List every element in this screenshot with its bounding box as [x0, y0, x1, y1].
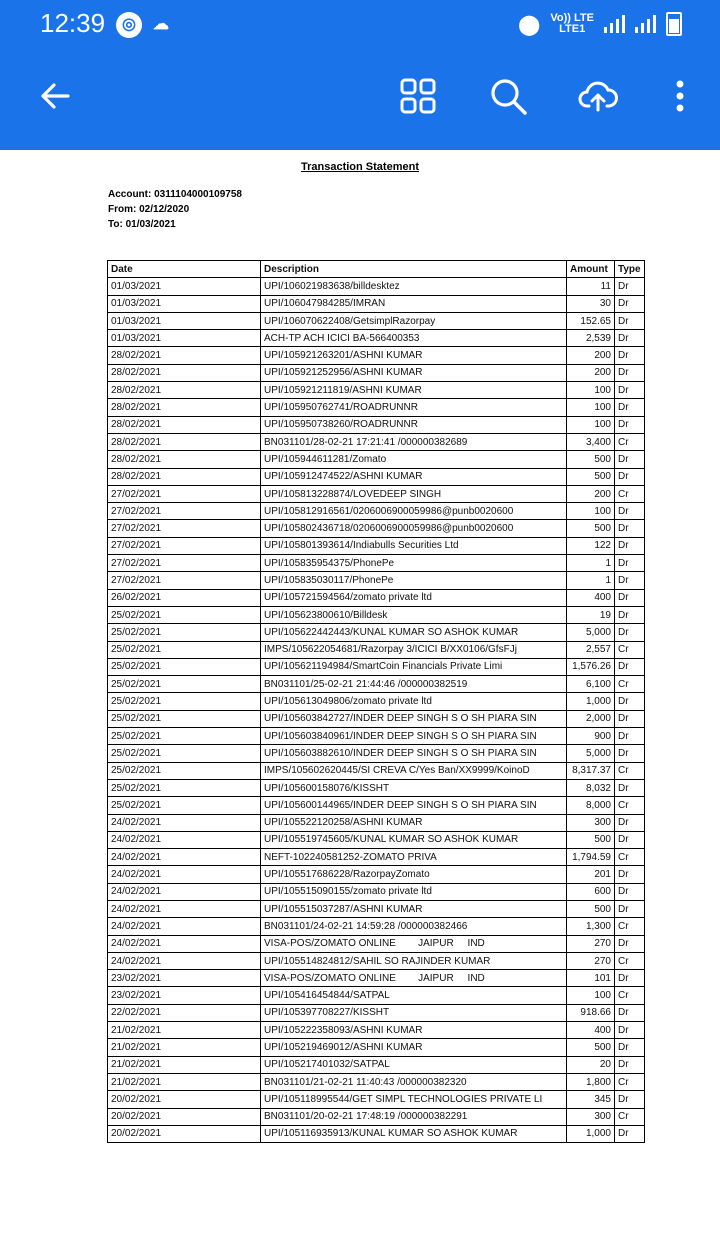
cell-date: 25/02/2021 — [108, 676, 261, 693]
cell-date: 24/02/2021 — [108, 831, 261, 848]
cell-date: 22/02/2021 — [108, 1004, 261, 1021]
cell-type: Dr — [615, 572, 645, 589]
cell-date: 28/02/2021 — [108, 347, 261, 364]
cell-amount: 1,000 — [567, 693, 615, 710]
cell-type: Dr — [615, 970, 645, 987]
cell-date: 20/02/2021 — [108, 1108, 261, 1125]
arrow-left-icon[interactable] — [36, 76, 76, 116]
table-row — [108, 745, 645, 762]
table-row — [108, 970, 645, 987]
cell-date: 24/02/2021 — [108, 883, 261, 900]
cell-type: Dr — [615, 624, 645, 641]
cell-type: Cr — [615, 641, 645, 658]
table-row — [108, 572, 645, 589]
cell-date: 25/02/2021 — [108, 658, 261, 675]
table-row — [108, 606, 645, 623]
cell-description: UPI/105603842727/INDER DEEP SINGH S O SH PIARA SIN — [261, 710, 567, 727]
cell-type: Cr — [615, 797, 645, 814]
cell-type: Cr — [615, 849, 645, 866]
table-row — [108, 382, 645, 399]
cell-amount: 122 — [567, 537, 615, 554]
cell-amount: 400 — [567, 589, 615, 606]
table-row — [108, 503, 645, 520]
cell-description: UPI/105835954375/PhonePe — [261, 555, 567, 572]
cell-date: 28/02/2021 — [108, 451, 261, 468]
table-row — [108, 987, 645, 1004]
cell-description: UPI/105219469012/ASHNI KUMAR — [261, 1039, 567, 1056]
table-row — [108, 676, 645, 693]
cell-amount: 2,000 — [567, 710, 615, 727]
table-row — [108, 1091, 645, 1108]
cell-amount: 500 — [567, 520, 615, 537]
table-row — [108, 416, 645, 433]
cell-type: Dr — [615, 745, 645, 762]
cell-description: UPI/105515090155/zomato private ltd — [261, 883, 567, 900]
cell-date: 28/02/2021 — [108, 416, 261, 433]
to-date: To: 01/03/2021 — [108, 219, 176, 230]
account-number: Account: 0311104000109758 — [108, 189, 242, 200]
signal-2-icon — [635, 15, 656, 33]
cell-date: 25/02/2021 — [108, 624, 261, 641]
cell-date: 20/02/2021 — [108, 1125, 261, 1142]
cell-description: UPI/106070622408/GetsimplRazorpay — [261, 312, 567, 329]
status-right — [518, 10, 682, 38]
cell-date: 27/02/2021 — [108, 572, 261, 589]
cell-date: 28/02/2021 — [108, 382, 261, 399]
table-row — [108, 624, 645, 641]
cell-amount: 1,576.26 — [567, 658, 615, 675]
cell-description: UPI/106047984285/IMRAN — [261, 295, 567, 312]
cell-type: Dr — [615, 900, 645, 917]
header-date: Date — [108, 261, 261, 278]
cell-date: 01/03/2021 — [108, 278, 261, 295]
cell-description: UPI/105802436718/0206006900059986@punb0020600 — [261, 520, 567, 537]
cell-amount: 20 — [567, 1056, 615, 1073]
cell-date: 25/02/2021 — [108, 693, 261, 710]
cell-date: 27/02/2021 — [108, 537, 261, 554]
cell-amount: 1,300 — [567, 918, 615, 935]
cell-amount: 101 — [567, 970, 615, 987]
cell-type: Cr — [615, 918, 645, 935]
table-row — [108, 485, 645, 502]
cell-amount: 500 — [567, 831, 615, 848]
table-row — [108, 710, 645, 727]
cell-type: Dr — [615, 1022, 645, 1039]
cell-amount: 1,800 — [567, 1073, 615, 1090]
cell-type: Cr — [615, 1073, 645, 1090]
cell-amount: 200 — [567, 485, 615, 502]
location-icon: ⬤ — [518, 13, 541, 36]
cell-type: Dr — [615, 451, 645, 468]
cell-type: Dr — [615, 693, 645, 710]
app-bar — [0, 0, 720, 150]
document-title: Transaction Statement — [301, 161, 419, 173]
cell-date: 25/02/2021 — [108, 606, 261, 623]
cell-type: Dr — [615, 866, 645, 883]
table-row — [108, 364, 645, 381]
cell-amount: 100 — [567, 987, 615, 1004]
volte-top: Vo)) LTE — [550, 12, 594, 24]
table-row — [108, 278, 645, 295]
cell-amount: 8,000 — [567, 797, 615, 814]
cell-date: 24/02/2021 — [108, 918, 261, 935]
table-row — [108, 641, 645, 658]
table-row — [108, 295, 645, 312]
table-row — [108, 433, 645, 450]
cell-type: Dr — [615, 312, 645, 329]
status-time: 12:39 — [40, 8, 106, 38]
cell-type: Dr — [615, 1039, 645, 1056]
cell-description: BN031101/25-02-21 21:44:46 /000000382519 — [261, 676, 567, 693]
table-row — [108, 918, 645, 935]
cell-description: UPI/105397708227/KISSHT — [261, 1004, 567, 1021]
cell-description: UPI/105217401032/SATPAL — [261, 1056, 567, 1073]
cell-amount: 500 — [567, 451, 615, 468]
signal-1-icon — [604, 15, 625, 33]
cell-description: UPI/105517686228/RazorpayZomato — [261, 866, 567, 883]
table-row — [108, 849, 645, 866]
cell-date: 24/02/2021 — [108, 935, 261, 952]
cell-type: Dr — [615, 520, 645, 537]
cell-amount: 3,400 — [567, 433, 615, 450]
cell-type: Cr — [615, 433, 645, 450]
cell-type: Dr — [615, 779, 645, 796]
cell-type: Cr — [615, 1108, 645, 1125]
cell-amount: 500 — [567, 900, 615, 917]
cell-type: Dr — [615, 330, 645, 347]
cell-amount: 600 — [567, 883, 615, 900]
cell-amount: 5,000 — [567, 624, 615, 641]
search-icon[interactable] — [488, 76, 528, 116]
cell-amount: 5,000 — [567, 745, 615, 762]
cell-amount: 918.66 — [567, 1004, 615, 1021]
cell-type: Dr — [615, 606, 645, 623]
grid-view-icon[interactable] — [398, 76, 438, 116]
account-meta — [108, 187, 242, 232]
cell-description: UPI/105519745605/KUNAL KUMAR SO ASHOK KUMAR — [261, 831, 567, 848]
cell-date: 24/02/2021 — [108, 952, 261, 969]
volte-bottom: LTE1 — [559, 23, 586, 35]
table-row — [108, 1125, 645, 1142]
cell-type: Dr — [615, 537, 645, 554]
cell-type: Dr — [615, 728, 645, 745]
cell-amount: 19 — [567, 606, 615, 623]
cell-date: 23/02/2021 — [108, 987, 261, 1004]
table-header-row — [108, 261, 645, 278]
table-row — [108, 728, 645, 745]
cell-date: 28/02/2021 — [108, 399, 261, 416]
cell-type: Dr — [615, 1091, 645, 1108]
cell-description: UPI/105623800610/Billdesk — [261, 606, 567, 623]
cell-description: UPI/105721594564/zomato private ltd — [261, 589, 567, 606]
cell-date: 27/02/2021 — [108, 503, 261, 520]
cell-type: Dr — [615, 1056, 645, 1073]
volte-indicator — [550, 13, 594, 35]
cell-date: 21/02/2021 — [108, 1039, 261, 1056]
cell-amount: 100 — [567, 399, 615, 416]
table-row — [108, 1039, 645, 1056]
cell-date: 26/02/2021 — [108, 589, 261, 606]
cell-amount: 1,794.59 — [567, 849, 615, 866]
table-row — [108, 1004, 645, 1021]
cell-description: UPI/105801393614/Indiabulls Securities Ltd — [261, 537, 567, 554]
table-row — [108, 555, 645, 572]
cell-type: Dr — [615, 883, 645, 900]
cell-type: Dr — [615, 295, 645, 312]
cell-description: UPI/105622442443/KUNAL KUMAR SO ASHOK KUMAR — [261, 624, 567, 641]
cell-type: Cr — [615, 987, 645, 1004]
cell-amount: 152.65 — [567, 312, 615, 329]
cell-date: 25/02/2021 — [108, 728, 261, 745]
cell-type: Cr — [615, 676, 645, 693]
cell-date: 21/02/2021 — [108, 1022, 261, 1039]
cell-type: Dr — [615, 814, 645, 831]
status-bar — [0, 0, 720, 48]
table-row — [108, 814, 645, 831]
table-row — [108, 537, 645, 554]
cell-type: Dr — [615, 364, 645, 381]
cell-amount: 1,000 — [567, 1125, 615, 1142]
cell-description: UPI/105812916561/0206006900059986@punb0020600 — [261, 503, 567, 520]
cell-date: 21/02/2021 — [108, 1073, 261, 1090]
cell-type: Dr — [615, 710, 645, 727]
cell-amount: 200 — [567, 347, 615, 364]
cell-date: 28/02/2021 — [108, 433, 261, 450]
cell-description: IMPS/105602620445/SI CREVA C/Yes Ban/XX9999/KoinoD — [261, 762, 567, 779]
table-row — [108, 797, 645, 814]
table-row — [108, 399, 645, 416]
cell-date: 25/02/2021 — [108, 710, 261, 727]
cell-description: UPI/105522120258/ASHNI KUMAR — [261, 814, 567, 831]
cell-amount: 400 — [567, 1022, 615, 1039]
table-row — [108, 1108, 645, 1125]
document-page — [0, 150, 720, 1239]
cell-date: 24/02/2021 — [108, 866, 261, 883]
cell-description: BN031101/21-02-21 11:40:43 /000000382320 — [261, 1073, 567, 1090]
cell-amount: 2,539 — [567, 330, 615, 347]
table-row — [108, 520, 645, 537]
cell-type: Dr — [615, 555, 645, 572]
cell-description: BN031101/24-02-21 14:59:28 /000000382466 — [261, 918, 567, 935]
cloud-check-icon: ☁ — [153, 16, 169, 33]
cell-description: UPI/105613049806/zomato private ltd — [261, 693, 567, 710]
cell-description: UPI/105603882610/INDER DEEP SINGH S O SH PIARA SIN — [261, 745, 567, 762]
table-row — [108, 658, 645, 675]
cell-type: Dr — [615, 468, 645, 485]
cell-description: UPI/105921211819/ASHNI KUMAR — [261, 382, 567, 399]
table-row — [108, 589, 645, 606]
cell-type: Dr — [615, 658, 645, 675]
cell-description: UPI/105835030117/PhonePe — [261, 572, 567, 589]
transactions-table — [107, 260, 645, 1143]
cell-date: 25/02/2021 — [108, 779, 261, 796]
header-type: Type — [615, 261, 645, 278]
cell-amount: 2,557 — [567, 641, 615, 658]
cell-description: UPI/105603840961/INDER DEEP SINGH S O SH PIARA SIN — [261, 728, 567, 745]
cell-amount: 1 — [567, 572, 615, 589]
cell-description: ACH-TP ACH ICICI BA-566400353 — [261, 330, 567, 347]
cell-amount: 300 — [567, 1108, 615, 1125]
cell-description: UPI/105222358093/ASHNI KUMAR — [261, 1022, 567, 1039]
table-row — [108, 935, 645, 952]
cell-amount: 270 — [567, 935, 615, 952]
cell-type: Dr — [615, 416, 645, 433]
cell-date: 25/02/2021 — [108, 641, 261, 658]
table-row — [108, 1022, 645, 1039]
cell-description: UPI/105116935913/KUNAL KUMAR SO ASHOK KUMAR — [261, 1125, 567, 1142]
cell-date: 23/02/2021 — [108, 970, 261, 987]
cell-description: UPI/106021983638/billdesktez — [261, 278, 567, 295]
app-notification-icon: ◎ — [116, 12, 142, 38]
cell-amount: 30 — [567, 295, 615, 312]
table-row — [108, 347, 645, 364]
table-row — [108, 1073, 645, 1090]
cell-description: VISA-POS/ZOMATO ONLINE JAIPUR IND — [261, 970, 567, 987]
cell-amount: 8,032 — [567, 779, 615, 796]
cell-description: NEFT-102240581252-ZOMATO PRIVA — [261, 849, 567, 866]
cell-description: UPI/105600144965/INDER DEEP SINGH S O SH PIARA SIN — [261, 797, 567, 814]
cell-type: Dr — [615, 503, 645, 520]
cell-amount: 900 — [567, 728, 615, 745]
cell-amount: 500 — [567, 1039, 615, 1056]
cell-type: Dr — [615, 399, 645, 416]
cell-date: 25/02/2021 — [108, 745, 261, 762]
from-date: From: 02/12/2020 — [108, 204, 190, 215]
cell-type: Dr — [615, 382, 645, 399]
cell-amount: 200 — [567, 364, 615, 381]
cell-type: Cr — [615, 762, 645, 779]
table-row — [108, 866, 645, 883]
cell-description: UPI/105921252956/ASHNI KUMAR — [261, 364, 567, 381]
cell-type: Dr — [615, 347, 645, 364]
table-row — [108, 883, 645, 900]
cell-type: Cr — [615, 952, 645, 969]
cell-description: UPI/105621194984/SmartCoin Financials Private Limi — [261, 658, 567, 675]
cell-description: UPI/105912474522/ASHNI KUMAR — [261, 468, 567, 485]
header-description: Description — [261, 261, 567, 278]
cell-description: VISA-POS/ZOMATO ONLINE JAIPUR IND — [261, 935, 567, 952]
cell-date: 27/02/2021 — [108, 485, 261, 502]
cell-description: IMPS/105622054681/Razorpay 3/ICICI B/XX0106/GfsFJj — [261, 641, 567, 658]
cell-description: UPI/105950762741/ROADRUNNR — [261, 399, 567, 416]
cell-amount: 100 — [567, 503, 615, 520]
table-row — [108, 831, 645, 848]
battery-icon — [666, 12, 682, 36]
cell-date: 24/02/2021 — [108, 849, 261, 866]
cell-type: Dr — [615, 831, 645, 848]
cell-description: UPI/105514824812/SAHIL SO RAJINDER KUMAR — [261, 952, 567, 969]
table-row — [108, 1056, 645, 1073]
cloud-upload-icon[interactable] — [578, 76, 618, 116]
cell-date: 28/02/2021 — [108, 364, 261, 381]
cell-amount: 8,317.37 — [567, 762, 615, 779]
table-row — [108, 312, 645, 329]
cell-description: BN031101/28-02-21 17:21:41 /000000382689 — [261, 433, 567, 450]
table-row — [108, 900, 645, 917]
cell-amount: 270 — [567, 952, 615, 969]
cell-amount: 500 — [567, 468, 615, 485]
header-amount: Amount — [567, 261, 615, 278]
cell-description: UPI/105600158076/KISSHT — [261, 779, 567, 796]
table-row — [108, 779, 645, 796]
cell-date: 01/03/2021 — [108, 330, 261, 347]
cell-amount: 100 — [567, 382, 615, 399]
cell-type: Dr — [615, 1125, 645, 1142]
table-row — [108, 451, 645, 468]
cell-type: Dr — [615, 935, 645, 952]
cell-description: UPI/105515037287/ASHNI KUMAR — [261, 900, 567, 917]
table-row — [108, 952, 645, 969]
cell-description: UPI/105921263201/ASHNI KUMAR — [261, 347, 567, 364]
cell-description: UPI/105944611281/Zomato — [261, 451, 567, 468]
cell-date: 20/02/2021 — [108, 1091, 261, 1108]
cell-date: 24/02/2021 — [108, 900, 261, 917]
cell-amount: 345 — [567, 1091, 615, 1108]
cell-type: Dr — [615, 1004, 645, 1021]
table-row — [108, 762, 645, 779]
more-vertical-icon[interactable] — [660, 76, 700, 116]
table-row — [108, 330, 645, 347]
cell-amount: 201 — [567, 866, 615, 883]
cell-amount: 100 — [567, 416, 615, 433]
table-row — [108, 693, 645, 710]
cell-date: 21/02/2021 — [108, 1056, 261, 1073]
cell-date: 24/02/2021 — [108, 814, 261, 831]
cell-type: Cr — [615, 485, 645, 502]
cell-date: 01/03/2021 — [108, 312, 261, 329]
cell-description: UPI/105813228874/LOVEDEEP SINGH — [261, 485, 567, 502]
cell-description: UPI/105416454844/SATPAL — [261, 987, 567, 1004]
cell-description: UPI/105118995544/GET SIMPL TECHNOLOGIES PRIVATE LI — [261, 1091, 567, 1108]
cell-amount: 300 — [567, 814, 615, 831]
cell-amount: 6,100 — [567, 676, 615, 693]
transactions-body — [108, 278, 645, 1143]
cell-type: Dr — [615, 278, 645, 295]
cell-date: 28/02/2021 — [108, 468, 261, 485]
cell-date: 01/03/2021 — [108, 295, 261, 312]
cell-type: Dr — [615, 589, 645, 606]
cell-date: 27/02/2021 — [108, 520, 261, 537]
cell-date: 25/02/2021 — [108, 762, 261, 779]
cell-amount: 1 — [567, 555, 615, 572]
cell-date: 25/02/2021 — [108, 797, 261, 814]
cell-description: UPI/105950738260/ROADRUNNR — [261, 416, 567, 433]
table-row — [108, 468, 645, 485]
cell-amount: 11 — [567, 278, 615, 295]
cell-description: BN031101/20-02-21 17:48:19 /000000382291 — [261, 1108, 567, 1125]
cell-date: 27/02/2021 — [108, 555, 261, 572]
toolbar — [0, 60, 720, 132]
